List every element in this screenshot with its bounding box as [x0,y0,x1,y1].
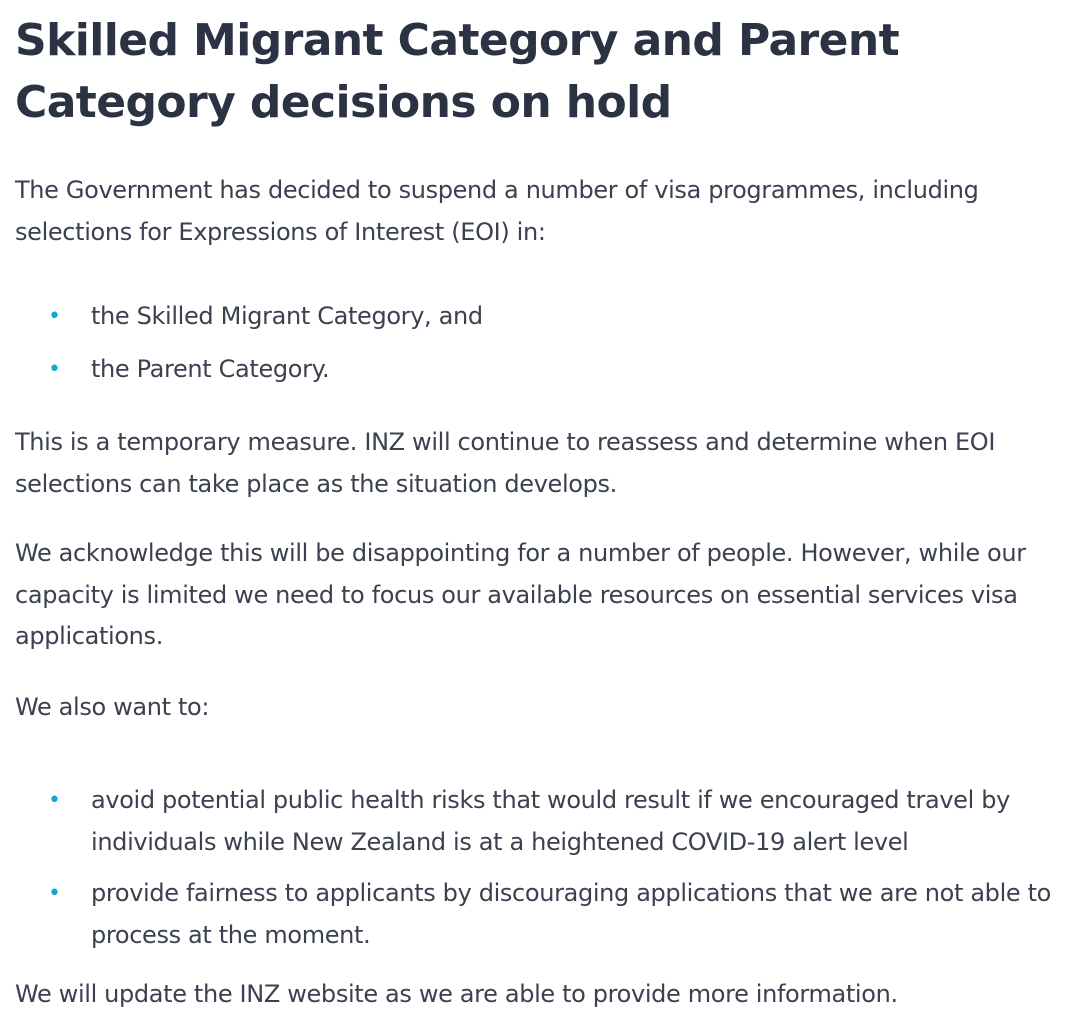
list-item-text: provide fairness to applicants by discouraging applications that we are not able to process at the moment. [91,879,1051,949]
temporary-measure-paragraph: This is a temporary measure. INZ will continue to reassess and determine when EOI selections can take place as the situation develops. [15,428,996,498]
intro-paragraph: The Government has decided to suspend a number of visa programmes, including selections for Expressions of Interest (EOI) in: [15,176,979,246]
list-item [15,349,1070,391]
article [15,0,1070,1016]
list-item [15,873,1070,956]
list-item [15,780,1070,863]
list-item-text: avoid potential public health risks that would result if we encouraged travel by individuals while New Zealand is at a heightened COVID-19 alert level [91,786,1010,856]
also-want-paragraph: We also want to: [15,692,210,721]
acknowledge-paragraph: We acknowledge this will be disappointing for a number of people. However, while our capacity is limited we need to focus our available resources on essential services visa applications. [15,539,1026,650]
category-list [15,296,1070,390]
bullet-icon: • [48,356,61,382]
list-item-text: the Skilled Migrant Category, and [91,302,483,330]
list-item [15,296,1070,338]
list-item-text: the Parent Category. [91,354,330,383]
update-paragraph: We will update the INZ website as we are able to provide more information. [15,980,898,1008]
reasons-list [15,780,1070,956]
bullet-icon: • [48,788,61,813]
bullet-icon: • [48,304,61,329]
bullet-icon: • [48,881,61,906]
page-title: Skilled Migrant Category and Parent Category decisions on hold [15,15,900,128]
